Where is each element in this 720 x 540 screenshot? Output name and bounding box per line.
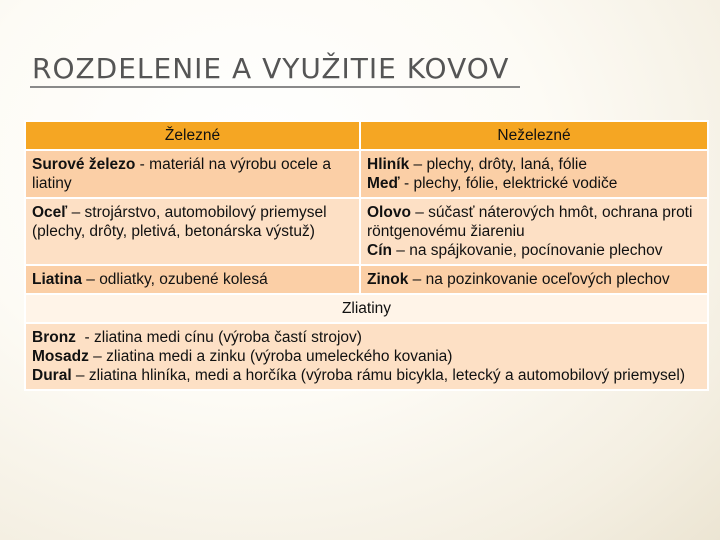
entry-desc: materiál na výrobu ocele a liatiny xyxy=(32,156,331,192)
alloys-cell xyxy=(25,323,708,390)
entry-term: Bronz xyxy=(32,329,76,346)
entry-desc: odliatky, ozubené kolesá xyxy=(99,271,268,288)
entry-sep: – xyxy=(391,242,410,259)
entry xyxy=(32,155,353,193)
cell-nonferrous xyxy=(360,198,708,265)
entry xyxy=(367,270,701,289)
entry-sep: – xyxy=(410,204,429,221)
entry-term: Olovo xyxy=(367,204,411,221)
cell-ferrous xyxy=(25,265,360,294)
alloy-entry xyxy=(32,366,701,385)
entry xyxy=(367,155,701,174)
entry-term: Zinok xyxy=(367,271,409,288)
entry-sep: - xyxy=(75,329,95,346)
entry xyxy=(32,270,353,289)
entry-term: Mosadz xyxy=(32,348,89,365)
entry-term: Hliník xyxy=(367,156,410,173)
entry-sep: – xyxy=(71,367,89,384)
header-ferrous: Železné xyxy=(25,121,360,150)
entry-desc: plechy, fólie, elektrické vodiče xyxy=(413,175,618,192)
entry-desc: strojárstvo, automobilový priemysel (plechy, drôty, pletivá, betonárska výstuž) xyxy=(32,204,327,240)
entry-desc: plechy, drôty, laná, fólie xyxy=(426,156,587,173)
alloy-entry xyxy=(32,347,701,366)
cell-nonferrous xyxy=(360,150,708,198)
entry xyxy=(32,203,353,241)
entry xyxy=(367,241,701,260)
entry-desc: zliatina medi a zinku (výroba umeleckého kovania) xyxy=(106,348,453,365)
metals-table xyxy=(24,120,709,391)
entry-desc: na pozinkovanie oceľových plechov xyxy=(425,271,670,288)
alloy-entry xyxy=(32,328,701,347)
entry-sep: – xyxy=(409,156,427,173)
entry xyxy=(367,203,701,241)
alloys-row xyxy=(25,323,708,390)
entry-term: Oceľ xyxy=(32,204,68,221)
entry-sep: – xyxy=(88,348,107,365)
title-underline xyxy=(30,86,520,88)
entry-desc: na spájkovanie, pocínovanie plechov xyxy=(409,242,663,259)
entry-term: Cín xyxy=(367,242,392,259)
entry-sep: – xyxy=(408,271,426,288)
entry-desc: súčasť náterových hmôt, ochrana proti röntgenovému žiareniu xyxy=(367,204,693,240)
entry-term: Dural xyxy=(32,367,72,384)
cell-ferrous xyxy=(25,198,360,265)
table-row xyxy=(25,198,708,265)
table-row xyxy=(25,265,708,294)
entry-sep: - xyxy=(135,156,150,173)
cell-ferrous xyxy=(25,150,360,198)
entry xyxy=(367,174,701,193)
entry-term: Meď xyxy=(367,175,400,192)
entry-desc: zliatina hliníka, medi a horčíka (výroba rámu bicykla, letecký a automobilový priemysel) xyxy=(88,367,685,384)
header-nonferrous: Neželezné xyxy=(360,121,708,150)
alloys-header-row xyxy=(25,294,708,323)
entry-desc: zliatina medi cínu (výroba častí strojov) xyxy=(94,329,362,346)
entry-term: Surové železo xyxy=(32,156,136,173)
entry-term: Liatina xyxy=(32,271,82,288)
table-row xyxy=(25,150,708,198)
table-header-row xyxy=(25,121,708,150)
slide-title: ROZDELENIE A VYUŽITIE KOVOV xyxy=(32,52,510,85)
entry-sep: - xyxy=(399,175,414,192)
entry-sep: – xyxy=(81,271,100,288)
entry-sep: – xyxy=(67,204,85,221)
alloys-header: Zliatiny xyxy=(25,294,708,323)
cell-nonferrous xyxy=(360,265,708,294)
